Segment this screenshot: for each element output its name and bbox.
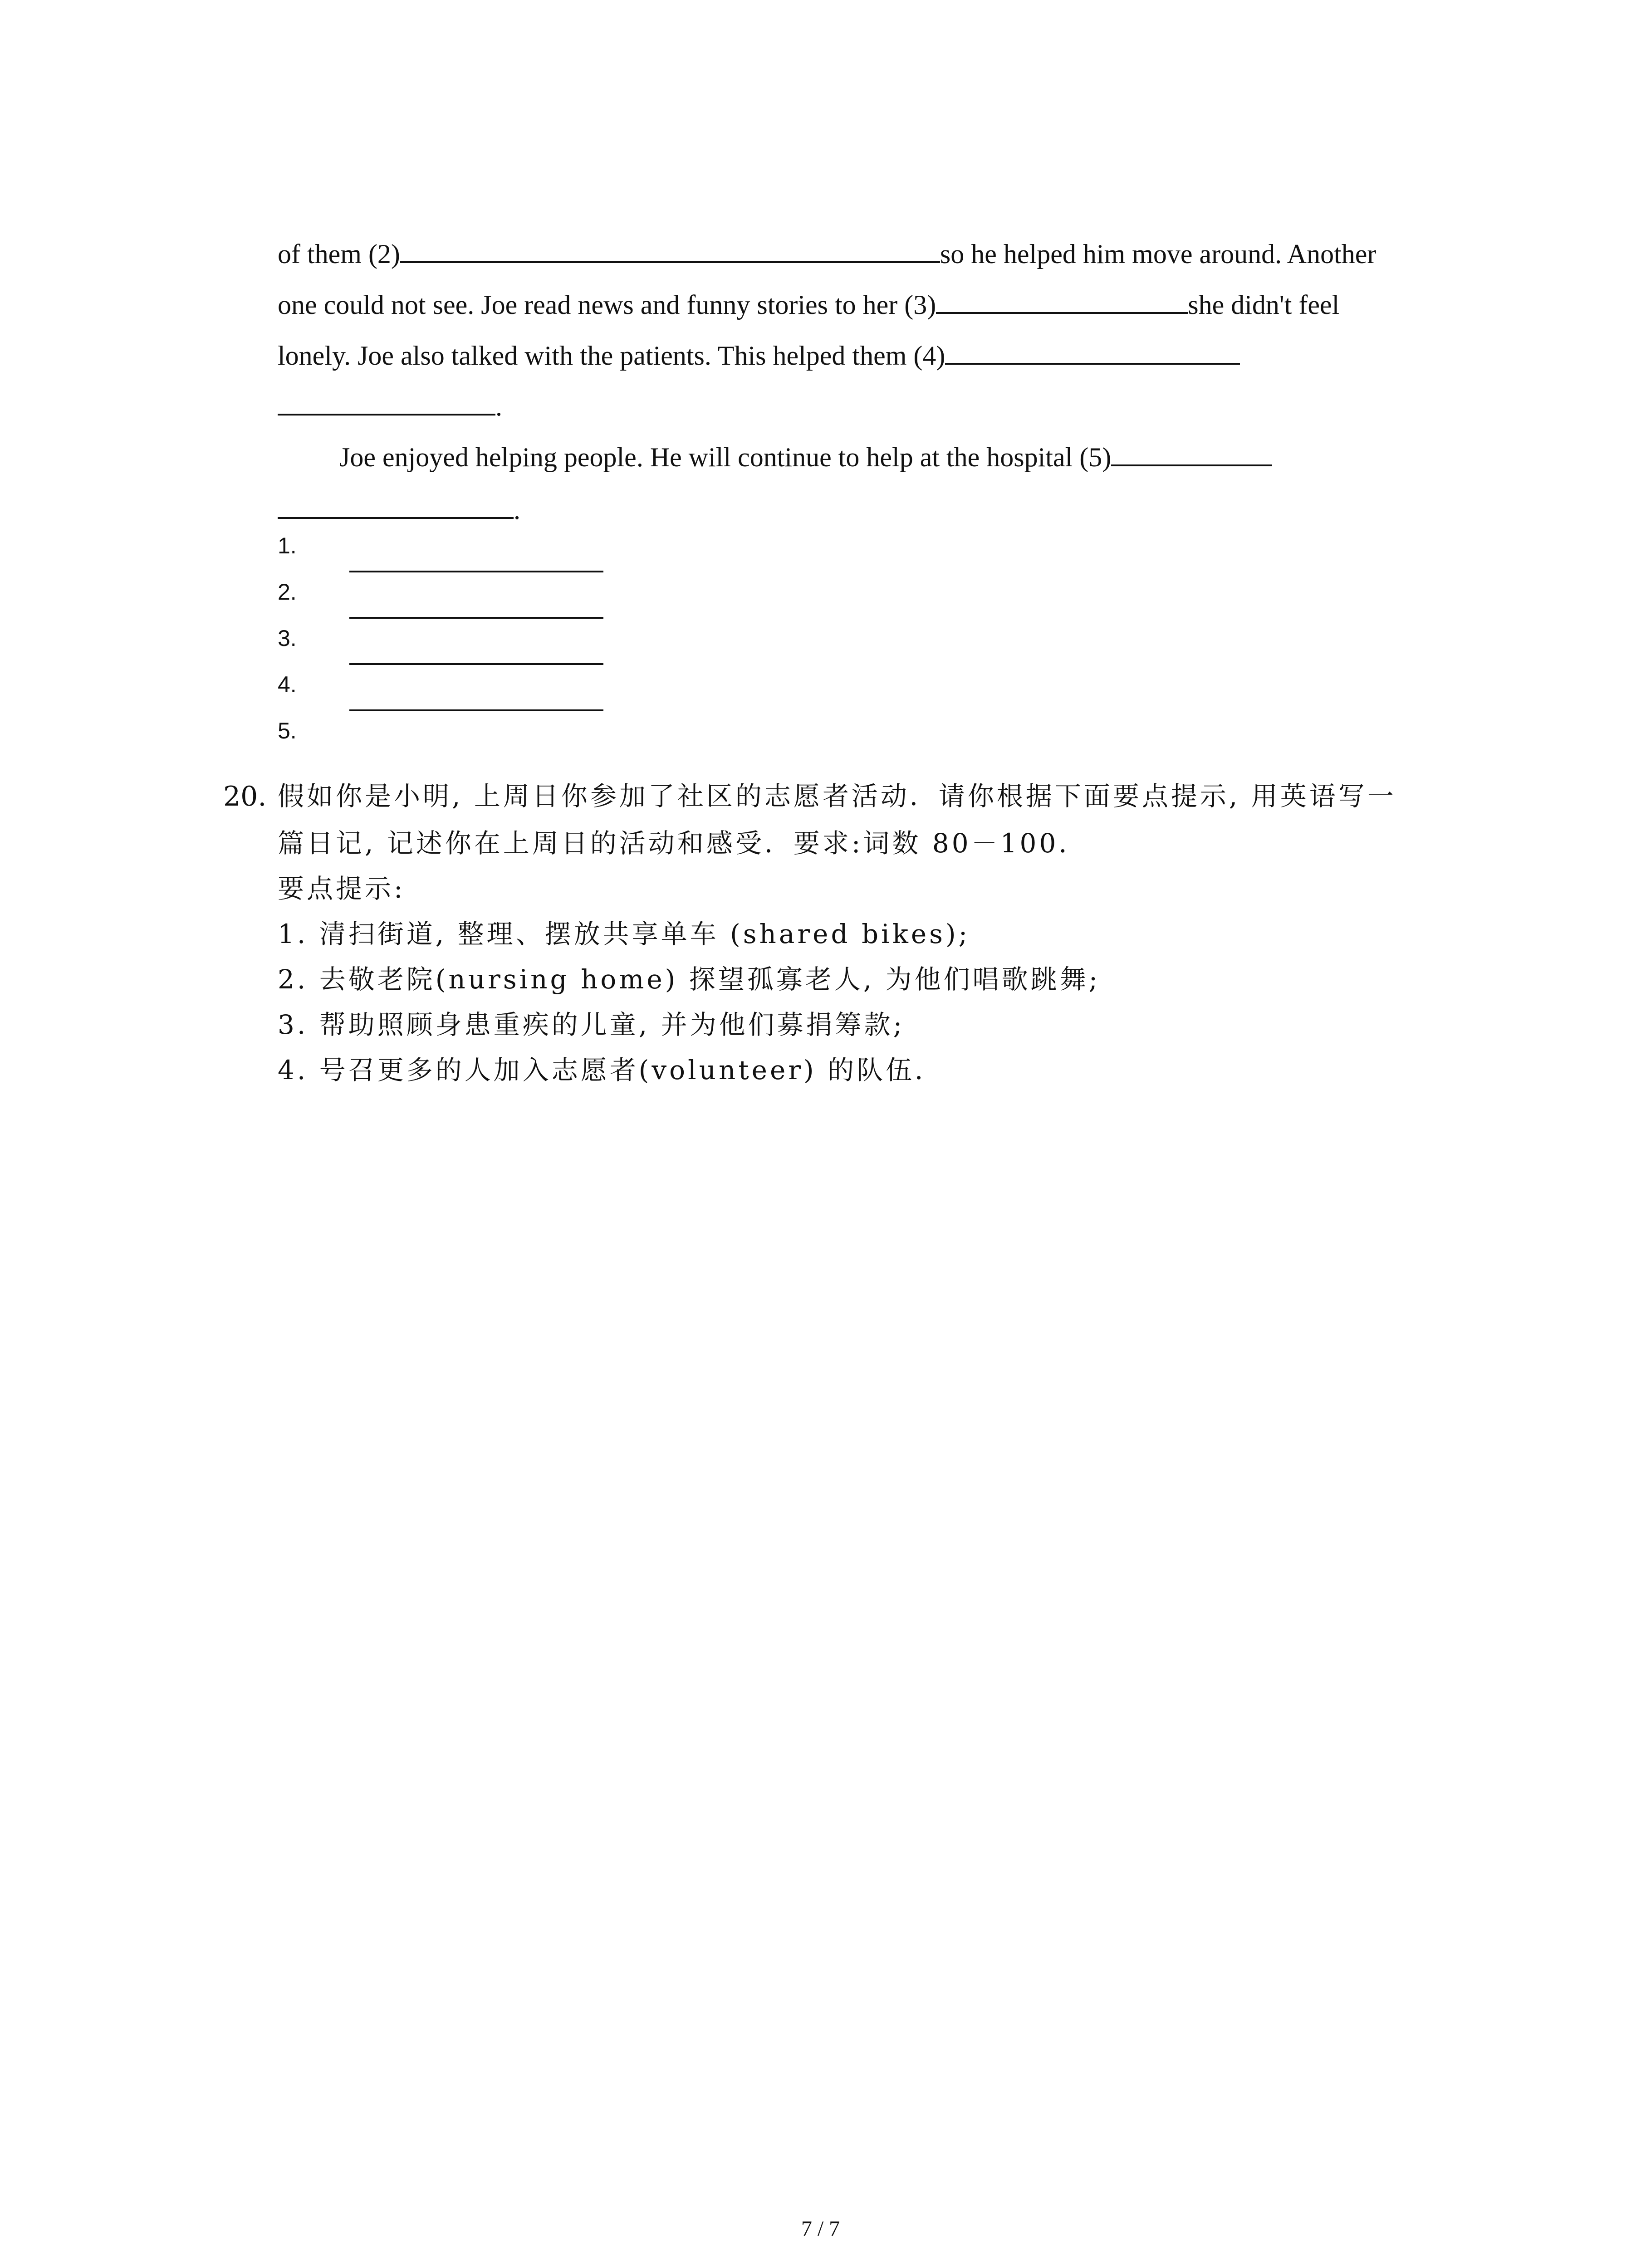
hint-item-4: 4. 号召更多的人加入志愿者(volunteer) 的队伍． [278, 1055, 944, 1085]
blank-4[interactable] [945, 334, 1240, 365]
hint-item-2: 2. 去敬老院(nursing home) 探望孤寡老人, 为他们唱歌跳舞; [278, 964, 1101, 995]
question-20-line-2: 篇日记, 记述你在上周日的活动和感受．要求:词数 80－100． [278, 828, 1088, 859]
hint-item-3: 3. 帮助照顾身患重疾的儿童, 并为他们募捐筹款; [278, 1009, 905, 1040]
answer-line-2[interactable] [349, 617, 603, 619]
passage-text: of them (2) [278, 239, 400, 269]
passage-line-1 [278, 232, 1376, 268]
blank-2[interactable] [400, 232, 940, 263]
blank-5[interactable] [1111, 435, 1272, 466]
passage-text: one could not see. Joe read news and funny stories to her (3) [278, 290, 936, 320]
passage-line-4 [278, 385, 502, 420]
passage-line-5 [339, 435, 1272, 471]
blank-4-continued[interactable] [278, 385, 495, 415]
passage-line-2 [278, 283, 1339, 318]
passage-text: lonely. Joe also talked with the patients. This helped them (4) [278, 341, 945, 371]
hint-title: 要点提示: [278, 873, 406, 904]
blank-3[interactable] [936, 283, 1188, 314]
answer-line-3[interactable] [349, 663, 603, 665]
passage-text: Joe enjoyed helping people. He will continue to help at the hospital (5) [339, 442, 1112, 472]
answer-line-4[interactable] [349, 709, 603, 711]
passage-text: . [514, 495, 520, 525]
answer-number-2: 2. [278, 579, 297, 605]
hint-item-1: 1. 清扫街道, 整理、摆放共享单车 (shared bikes); [278, 919, 970, 949]
answer-line-1[interactable] [349, 571, 603, 572]
blank-5-continued[interactable] [278, 488, 514, 519]
answer-number-4: 4. [278, 672, 297, 697]
passage-line-3 [278, 334, 1240, 369]
question-number-20: 20. [223, 781, 267, 812]
answer-number-1: 1. [278, 533, 297, 558]
answer-number-3: 3. [278, 626, 297, 651]
page-number: 7 / 7 [801, 2217, 840, 2241]
answer-number-5: 5. [278, 718, 297, 743]
question-20-line-1: 假如你是小明, 上周日你参加了社区的志愿者活动．请你根据下面要点提示, 用英语写一 [278, 781, 1396, 811]
passage-line-6 [278, 488, 520, 523]
passage-text: so he helped him move around. Another [940, 239, 1376, 269]
passage-text: . [495, 391, 502, 421]
passage-text: she didn't feel [1188, 290, 1340, 320]
